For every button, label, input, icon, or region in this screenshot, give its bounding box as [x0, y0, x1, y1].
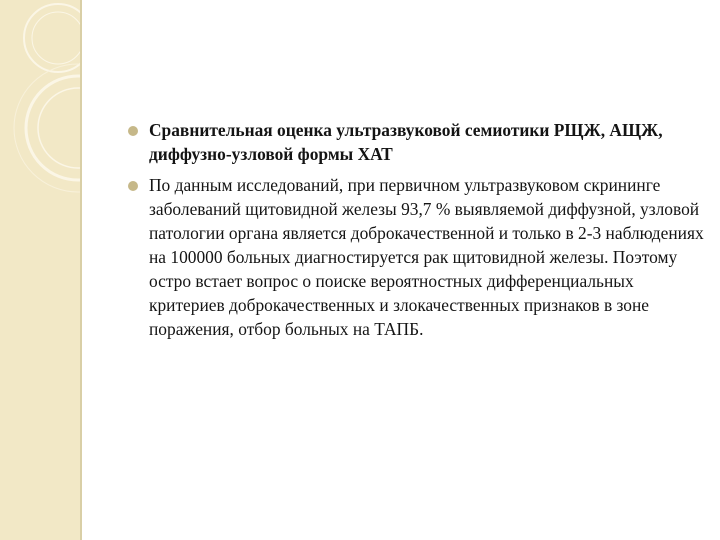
decorative-circle: [26, 76, 80, 180]
bullet-body-text: По данным исследований, при первичном ультразвуковом скрининге заболеваний щитовидной железы 93,7 % выявляемой диффузной, узловой патологии органа является доброкачественной и только в 2-3 наблюдениях на 100000 больных диагностируется рак щитовидной железы. Поэтому остро встает вопрос о поиске вероятностных дифференциальных критериев доброкачественных и злокачественных признаков в зоне поражения, отбор больных на ТАПБ.: [149, 175, 704, 339]
decorative-circle: [32, 12, 80, 64]
bullet-dot-icon: [128, 181, 138, 191]
bullet-dot-icon: [128, 126, 138, 136]
bullet-item-heading: [127, 118, 705, 166]
bullet-heading-text: Сравнительная оценка ультразвуковой семиотики РЩЖ, АЩЖ, диффузно-узловой формы ХАТ: [149, 120, 663, 164]
decorative-circle: [38, 88, 80, 168]
decorative-circle: [14, 64, 80, 192]
side-divider-line: [80, 0, 82, 540]
slide-content: [127, 118, 705, 341]
decorative-circles: [0, 0, 80, 540]
bullet-item-body: [127, 173, 705, 341]
decorative-side-panel: [0, 0, 80, 540]
